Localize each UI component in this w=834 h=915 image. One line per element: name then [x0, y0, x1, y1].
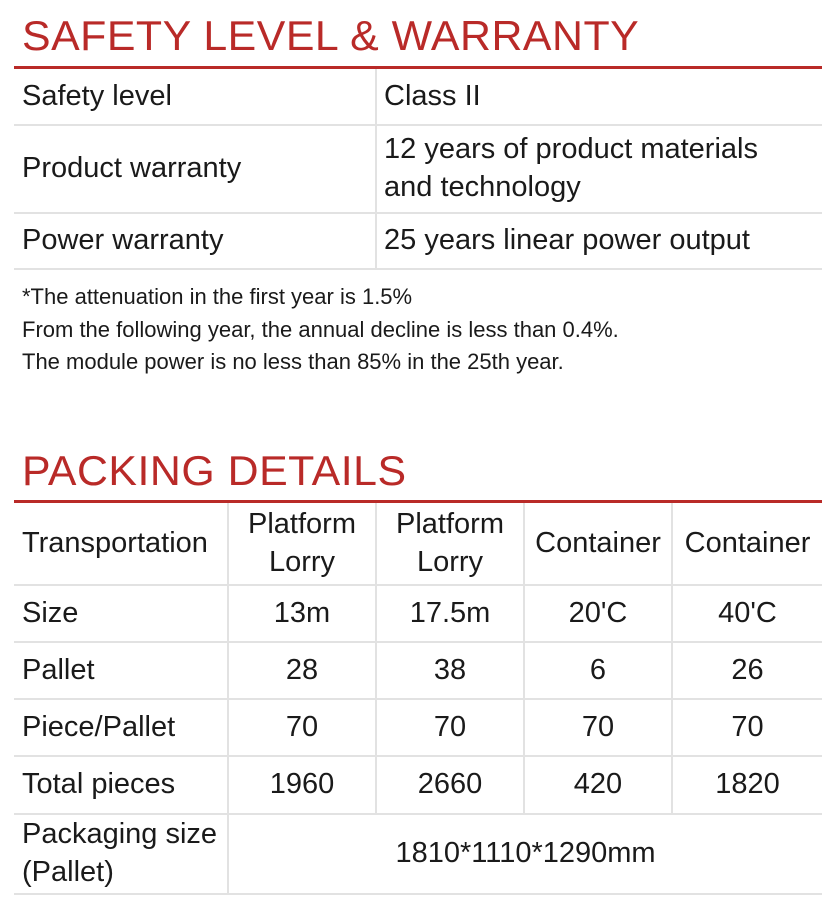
- col-header-1-line-2: Lorry: [268, 545, 336, 578]
- size-label: Size: [14, 585, 228, 642]
- piece-per-pallet-label: Piece/Pallet: [14, 699, 228, 756]
- table-cell: 6: [524, 642, 672, 699]
- product-warranty-line-2: and technology: [384, 171, 581, 203]
- packaging-size-value: 1810*1110*1290mm: [228, 814, 822, 894]
- power-warranty-label: Power warranty: [14, 213, 376, 269]
- power-warranty-value: 25 years linear power output: [376, 213, 822, 269]
- table-row: [14, 125, 822, 213]
- packaging-size-label-line-2: (Pallet): [22, 856, 114, 888]
- col-header-1: [228, 503, 376, 585]
- table-cell: 2660: [376, 756, 524, 814]
- col-header-3: Container: [524, 503, 672, 585]
- table-cell: 70: [672, 699, 822, 756]
- packaging-size-label-line-1: Packaging size: [22, 818, 218, 851]
- warranty-notes: [22, 281, 619, 379]
- transportation-header: Transportation: [14, 503, 228, 585]
- col-header-2: [376, 503, 524, 585]
- safety-warranty-table: [14, 69, 822, 270]
- table-cell: 40'C: [672, 585, 822, 642]
- table-cell: 420: [524, 756, 672, 814]
- table-row: [14, 503, 822, 585]
- product-warranty-value: [376, 125, 822, 213]
- table-row: [14, 585, 822, 642]
- table-row: [14, 756, 822, 814]
- table-cell: 1960: [228, 756, 376, 814]
- table-row: [14, 69, 822, 125]
- table-cell: 70: [228, 699, 376, 756]
- table-cell: 26: [672, 642, 822, 699]
- product-warranty-label: Product warranty: [14, 125, 376, 213]
- table-row: [14, 699, 822, 756]
- table-cell: 70: [376, 699, 524, 756]
- col-header-2-line-1: Platform: [396, 507, 504, 540]
- note-line-2: From the following year, the annual decline is less than 0.4%.: [22, 316, 619, 342]
- packaging-size-label: [14, 814, 228, 894]
- packing-details-table: [14, 503, 822, 895]
- pallet-label: Pallet: [14, 642, 228, 699]
- table-row: [14, 213, 822, 269]
- table-cell: 13m: [228, 585, 376, 642]
- table-cell: 20'C: [524, 585, 672, 642]
- col-header-4: Container: [672, 503, 822, 585]
- packing-section-title: PACKING DETAILS: [22, 447, 407, 494]
- total-pieces-label: Total pieces: [14, 756, 228, 814]
- note-line-3: The module power is no less than 85% in the 25th year.: [22, 349, 564, 374]
- table-row: [14, 814, 822, 894]
- col-header-2-line-2: Lorry: [416, 545, 484, 578]
- table-cell: 28: [228, 642, 376, 699]
- col-header-1-line-1: Platform: [248, 507, 356, 540]
- product-warranty-line-1: 12 years of product materials: [384, 133, 758, 166]
- safety-level-value: Class II: [376, 69, 822, 125]
- safety-level-label: Safety level: [14, 69, 376, 125]
- table-cell: 70: [524, 699, 672, 756]
- table-cell: 1820: [672, 756, 822, 814]
- table-cell: 38: [376, 642, 524, 699]
- note-line-1: *The attenuation in the first year is 1.5%: [22, 284, 413, 309]
- table-cell: 17.5m: [376, 585, 524, 642]
- table-row: [14, 642, 822, 699]
- safety-section-title: SAFETY LEVEL & WARRANTY: [22, 12, 640, 59]
